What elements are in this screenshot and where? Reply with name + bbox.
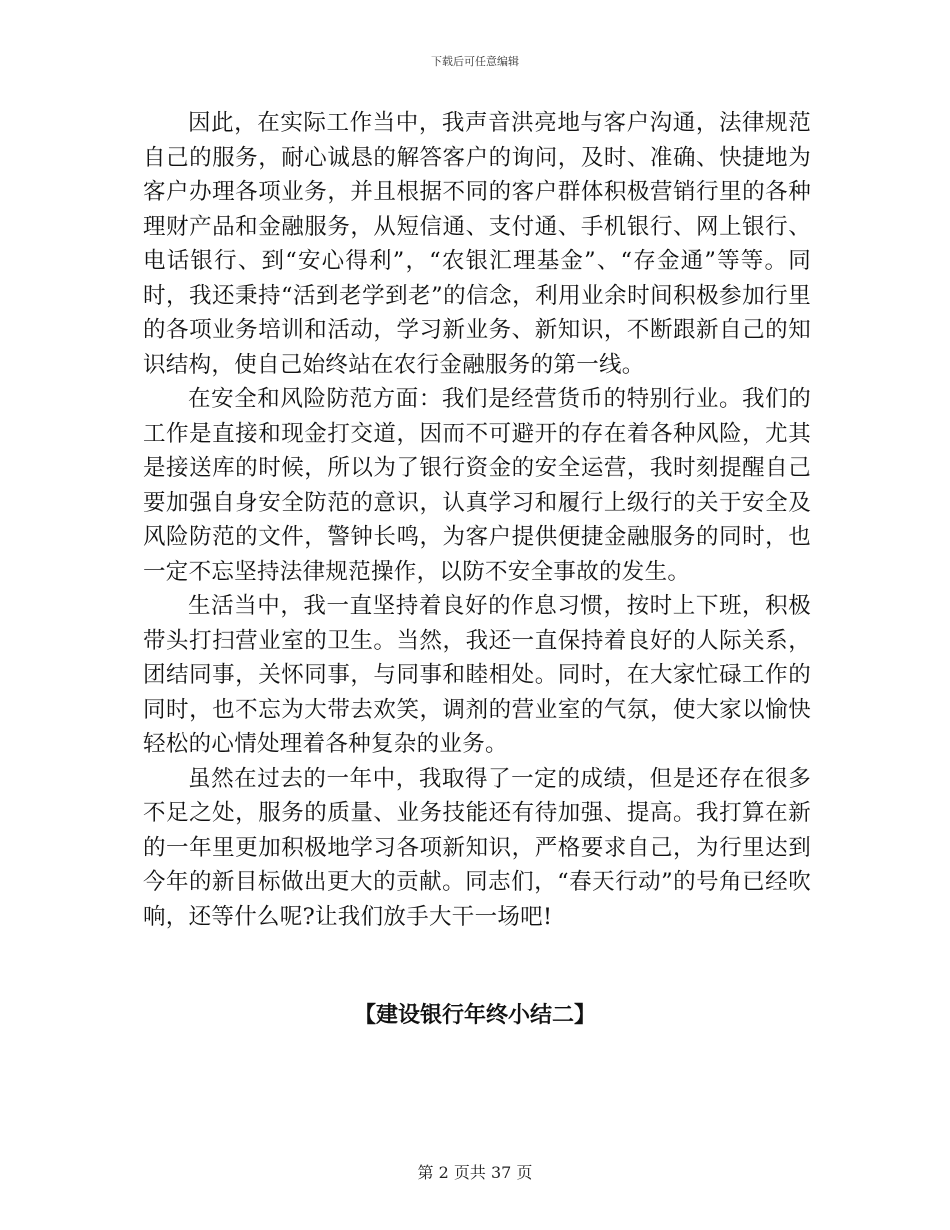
document-body	[143, 106, 811, 934]
section-title: 【建设银行年终小结二】	[353, 1003, 596, 1028]
page-number-footer: 第 2 页共 37 页	[417, 1163, 533, 1182]
paragraph-daily-life: 生活当中，我一直坚持着良好的作息习惯，按时上下班，积极带头打扫营业室的卫生。当然，我还一直保持着良好的人际关系，团结同事，关怀同事，与同事和睦相处。同时，在大家忙碌工作的同时，也不忘为大带去欢笑，调剂的营业室的气氛，使大家以愉快轻松的心情处理着各种复杂的业务。	[143, 593, 811, 757]
paragraph-outlook: 虽然在过去的一年中，我取得了一定的成绩，但是还存在很多不足之处，服务的质量、业务技能还有待加强、提高。我打算在新的一年里更加积极地学习各项新知识，严格要求自己，为行里达到今年的新目标做出更大的贡献。同志们，“春天行动”的号角已经吹响，还等什么呢?让我们放手大干一场吧!	[143, 765, 811, 930]
paragraph-safety-risk: 在安全和风险防范方面：我们是经营货币的特别行业。我们的工作是直接和现金打交道，因而不可避开的存在着各种风险，尤其是接送库的时候，所以为了银行资金的安全运营，我时刻提醒自己要加强自身安全防范的意识，认真学习和履行上级行的关于安全及风险防范的文件，警钟长鸣，为客户提供便捷金融服务的同时，也一定不忘坚持法律规范操作，以防不安全事故的发生。	[143, 386, 811, 585]
page-header-note: 下载后可任意编辑	[431, 55, 519, 68]
paragraph-work-service: 因此，在实际工作当中，我声音洪亮地与客户沟通，法律规范自己的服务，耐心诚恳的解答客户的询问，及时、准确、快捷地为客户办理各项业务，并且根据不同的客户群体积极营销行里的各种理财产品和金融服务，从短信通、支付通、手机银行、网上银行、电话银行、到“安心得利”，“农银汇理基金”、“存金通”等等。同时，我还秉持“活到老学到老”的信念，利用业余时间积极参加行里的各项业务培训和活动，学习新业务、新知识，不断跟新自己的知识结构，使自己始终站在农行金融服务的第一线。	[143, 110, 811, 378]
